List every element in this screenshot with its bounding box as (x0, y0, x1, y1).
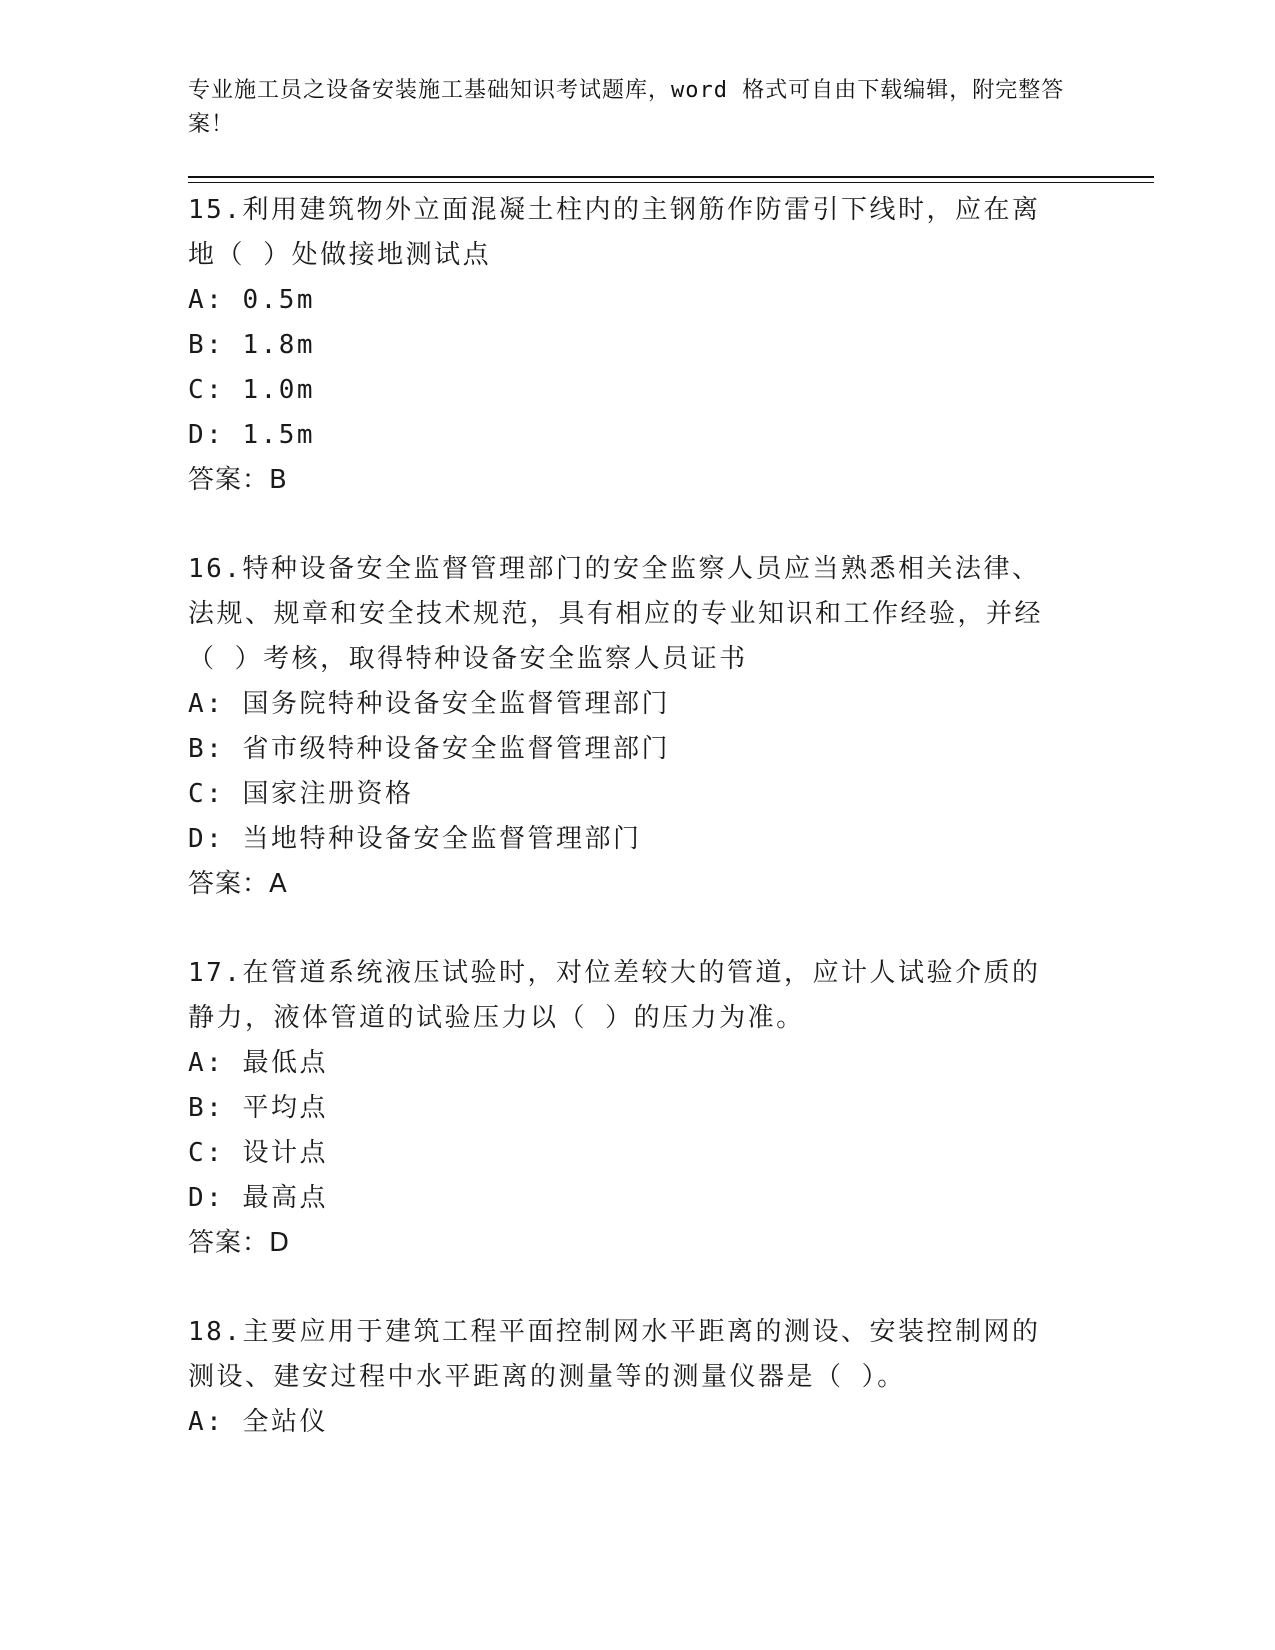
question-stem: 16.特种设备安全监督管理部门的安全监察人员应当熟悉相关法律、法规、规章和安全技术规范，具有相应的专业知识和工作经验，并经（ ）考核，取得特种设备安全监察人员证书 (188, 554, 1044, 674)
option-a: A: 最低点 (188, 1048, 328, 1078)
question-15 (188, 188, 1068, 503)
option-d: D: 最高点 (188, 1183, 328, 1213)
option-c: C: 国家注册资格 (188, 779, 414, 809)
question-stem: 17.在管道系统液压试验时，对位差较大的管道，应计人试验介质的静力，液体管道的试验压力以（ ）的压力为准。 (188, 958, 1041, 1033)
option-a: A: 全站仪 (188, 1407, 328, 1437)
question-17 (188, 951, 1068, 1266)
option-c: C: 1.0m (188, 375, 316, 405)
option-b: B: 平均点 (188, 1093, 328, 1123)
option-a: A: 国务院特种设备安全监督管理部门 (188, 689, 670, 719)
question-18 (188, 1310, 1068, 1445)
option-b: B: 1.8m (188, 330, 316, 360)
answer-text: 答案：A (188, 869, 288, 899)
answer-text: 答案：B (188, 465, 288, 495)
document-header: 专业施工员之设备安装施工基础知识考试题库，word 格式可自由下载编辑，附完整答案！ (188, 78, 1065, 137)
option-d: D: 当地特种设备安全监督管理部门 (188, 824, 642, 854)
option-a: A: 0.5m (188, 285, 316, 315)
option-b: B: 省市级特种设备安全监督管理部门 (188, 734, 670, 764)
question-stem: 15.利用建筑物外立面混凝土柱内的主钢筋作防雷引下线时，应在离地（ ）处做接地测试点 (188, 195, 1041, 270)
answer-text: 答案：D (188, 1228, 291, 1258)
header-divider-thick (188, 176, 1154, 178)
question-16 (188, 547, 1068, 907)
header-divider-thin (188, 182, 1154, 183)
question-list (188, 188, 1068, 1489)
option-d: D: 1.5m (188, 420, 316, 450)
question-stem: 18.主要应用于建筑工程平面控制网水平距离的测设、安装控制网的测设、建安过程中水平距离的测量等的测量仪器是（ ）。 (188, 1317, 1041, 1392)
option-c: C: 设计点 (188, 1138, 328, 1168)
